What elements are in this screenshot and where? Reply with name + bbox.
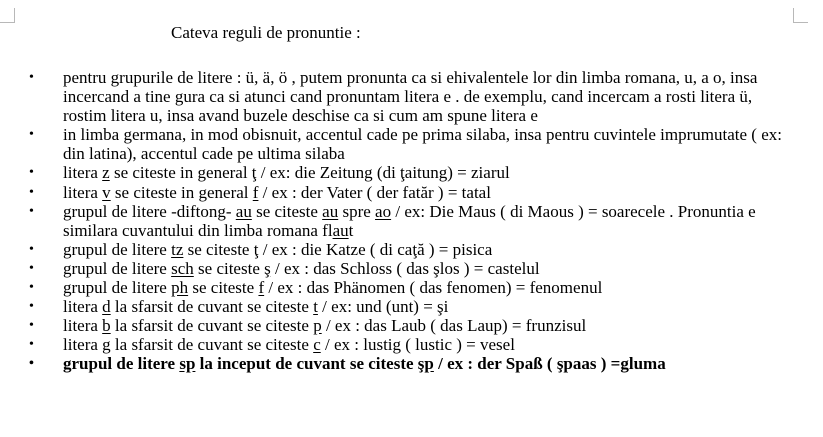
rule-text-segment: se citeste — [188, 278, 259, 298]
underlined-letters: d — [102, 297, 111, 317]
rule-text — [63, 354, 666, 373]
bullet-icon: • — [29, 184, 34, 200]
underlined-letters: ao — [375, 201, 392, 221]
rule-item — [26, 335, 796, 354]
pronunciation-rules-list — [26, 68, 796, 374]
underlined-letters: f — [258, 278, 265, 298]
underlined-letters: ţ — [251, 163, 257, 183]
underlined-letters: z — [102, 163, 110, 183]
bullet-icon: • — [29, 203, 34, 219]
rule-text-segment: spre — [338, 201, 376, 221]
page-corner-mark-top-right — [793, 8, 808, 23]
rule-text-segment: litera — [63, 335, 103, 355]
rule-item — [26, 297, 796, 316]
rule-text — [63, 278, 602, 297]
rule-text-segment: / ex: die Zeitung (di ţaitung) = ziarul — [256, 163, 510, 183]
rule-text-segment: / ex : das Schloss ( das şlos ) = castelul — [270, 258, 540, 278]
rule-text-segment: la sfarsit de cuvant se citeste — [110, 335, 314, 355]
underlined-letters: c — [313, 335, 321, 355]
document-title: Cateva reguli de pronuntie : — [171, 23, 361, 42]
rule-item — [26, 278, 796, 297]
underlined-letters: au — [332, 220, 349, 240]
underlined-letters: sch — [171, 258, 194, 278]
rule-text-segment: / ex: und (unt) = şi — [317, 297, 449, 317]
underlined-letters: au — [322, 201, 339, 221]
rule-text-segment: / ex : der Spaß ( şpaas ) =gluma — [433, 354, 666, 374]
underlined-letters: şp — [417, 354, 434, 374]
rule-item — [26, 125, 796, 163]
bullet-icon: • — [29, 318, 34, 334]
rule-item — [26, 183, 796, 202]
underlined-letters: ş — [264, 258, 271, 278]
rule-text-segment: la inceput de cuvant se citeste — [195, 354, 418, 374]
underlined-letters: p — [313, 316, 322, 336]
rule-text-segment: in limba germana, in mod obisnuit, accentul cade pe prima silaba, insa pentru cuvintele imprumutate ( ex: din latina), accentul cade pe ultima silaba — [63, 125, 782, 164]
bullet-icon: • — [29, 260, 34, 276]
rule-text-segment: / ex : das Phänomen ( das fenomen) = fenomenul — [264, 278, 603, 298]
bullet-icon: • — [29, 165, 34, 181]
rule-text-segment: grupul de litere — [63, 278, 172, 298]
rule-text-segment: se citeste — [183, 239, 254, 259]
rule-text — [63, 240, 492, 259]
rule-text-segment: la sfarsit de cuvant se citeste — [110, 297, 314, 317]
rule-text-segment: / ex : lustig ( lustic ) = vesel — [320, 335, 515, 355]
rule-text-segment: litera — [63, 182, 103, 202]
underlined-letters: sp — [179, 354, 196, 374]
rule-item — [26, 240, 796, 259]
rule-text — [63, 202, 756, 240]
rule-text-segment: la sfarsit de cuvant se citeste — [110, 316, 314, 336]
rule-text-segment: / ex : das Laub ( das Laup) = frunzisul — [321, 316, 587, 336]
rule-text-segment: se citeste in general — [109, 163, 252, 183]
rule-text — [63, 335, 515, 354]
bullet-icon: • — [29, 127, 34, 143]
rule-text-segment: se citeste in general — [110, 182, 253, 202]
underlined-letters: tz — [171, 239, 184, 259]
bullet-icon: • — [29, 241, 34, 257]
rule-text — [63, 183, 491, 202]
bullet-icon: • — [29, 299, 34, 315]
rule-text — [63, 316, 586, 335]
rule-text-segment: litera — [63, 316, 103, 336]
underlined-letters: ph — [171, 278, 189, 298]
rule-text — [63, 163, 510, 182]
rule-text-segment: grupul de litere — [63, 258, 172, 278]
rule-text-segment: litera — [63, 297, 103, 317]
bullet-icon: • — [29, 337, 34, 353]
underlined-letters: ţ — [253, 239, 259, 259]
underlined-letters: v — [102, 182, 111, 202]
underlined-letters: t — [313, 297, 318, 317]
rule-text-segment: litera — [63, 163, 103, 183]
page-corner-mark-top-left — [0, 8, 15, 23]
rule-item — [26, 163, 796, 182]
rule-text-segment: grupul de litere — [63, 354, 180, 374]
rule-text-segment: t — [348, 220, 354, 240]
rule-item — [26, 202, 796, 240]
rule-text-segment: se citeste — [193, 258, 265, 278]
rule-item — [26, 259, 796, 278]
rule-text-segment: grupul de litere -diftong- — [63, 201, 236, 221]
bullet-icon: • — [29, 356, 34, 372]
rule-item — [26, 68, 796, 125]
rule-item — [26, 354, 796, 373]
rule-text-segment: / ex : der Vater ( der fatăr ) = tatal — [258, 182, 491, 202]
rule-text — [63, 297, 448, 316]
underlined-letters: g — [102, 335, 111, 355]
underlined-letters: b — [102, 316, 111, 336]
bullet-icon: • — [29, 280, 34, 296]
rule-text-segment: se citeste — [251, 201, 323, 221]
rule-item — [26, 316, 796, 335]
rule-text-segment: grupul de litere — [63, 239, 172, 259]
rule-text-segment: / ex: Die Maus ( di Maous ) = soarecele . Pronuntia e similara cuvantului din limba romana fl — [63, 201, 756, 240]
underlined-letters: f — [252, 182, 259, 202]
rule-text — [63, 68, 757, 125]
rule-text-segment: pentru grupurile de litere : ü, ä, ö , putem pronunta ca si ehivalentele lor din limba romana, u, a o, insa incercand a tine gura ca si atunci cand pronuntam litera e . de exemplu, cand incercam a rosti litera ü, rostim litera u, insa avand buzele deschise ca si cum am spune litera e — [63, 68, 758, 126]
underlined-letters: au — [235, 201, 252, 221]
rule-text — [63, 125, 782, 163]
rule-text-segment: / ex : die Katze ( di caţă ) = pisica — [258, 239, 493, 259]
bullet-icon: • — [29, 70, 34, 85]
rule-text — [63, 259, 540, 278]
